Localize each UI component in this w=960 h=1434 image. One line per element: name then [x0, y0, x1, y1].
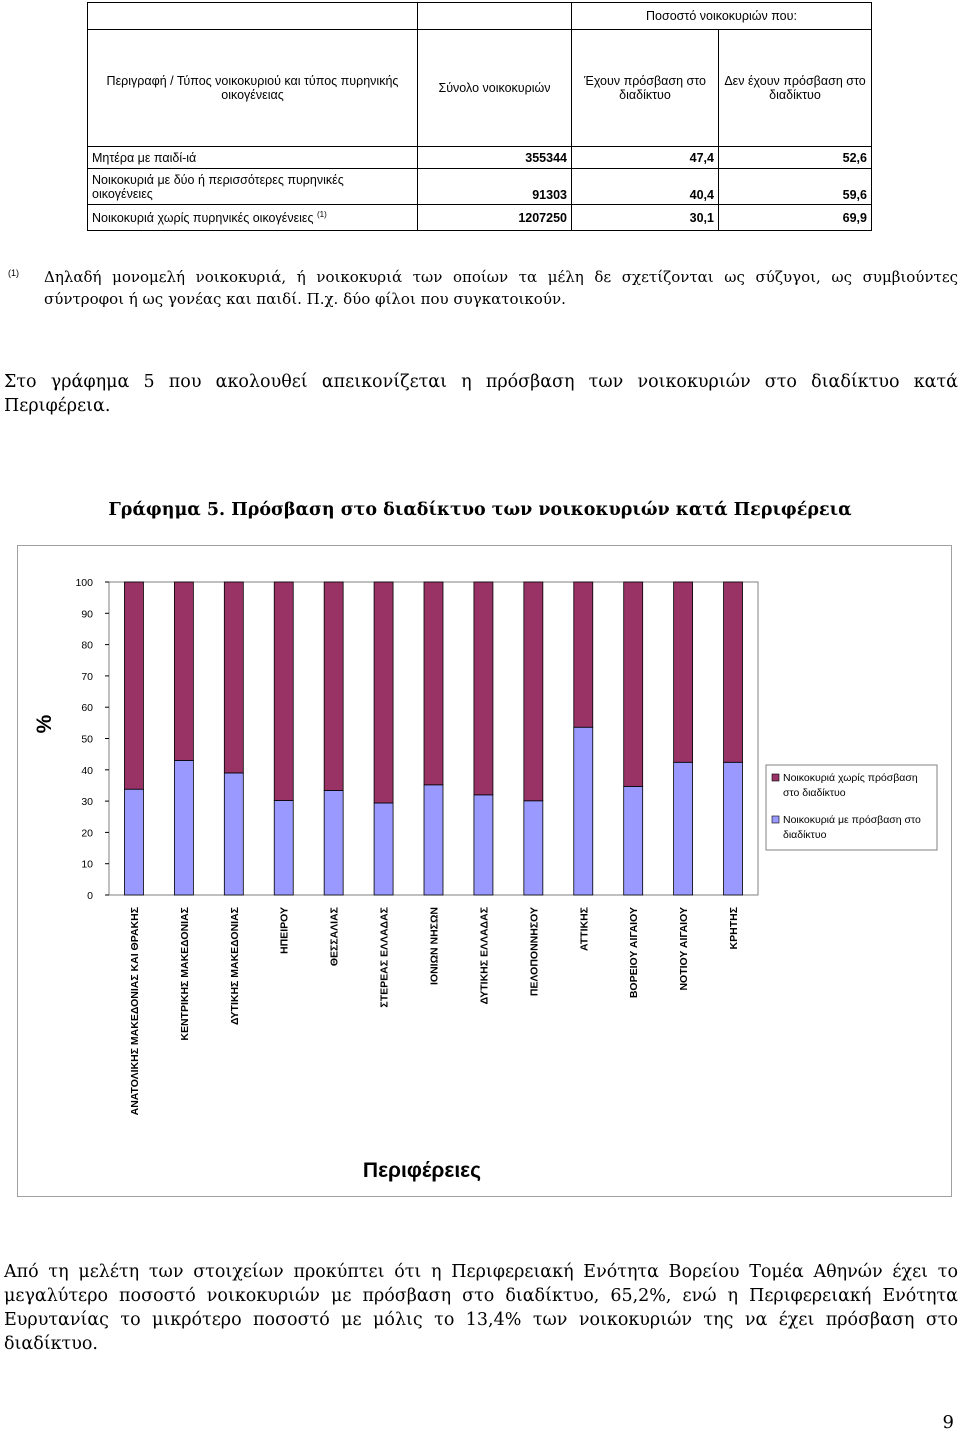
- header-access: Έχουν πρόσβαση στο διαδίκτυο: [572, 30, 719, 147]
- row-desc-line2: οικογένειες: [92, 186, 153, 201]
- bar-with-access: [374, 803, 393, 895]
- row-total: 355344: [418, 147, 572, 169]
- bar-with-access: [674, 762, 693, 895]
- row-no-access: 69,9: [719, 205, 872, 231]
- bar-without-access: [624, 582, 643, 786]
- row-desc: [88, 169, 418, 205]
- x-tick-label: ΣΤΕΡΕΑΣ ΕΛΛΑΔΑΣ: [378, 907, 391, 1008]
- table-row: [88, 147, 872, 169]
- header-total: Σύνολο νοικοκυριών: [418, 30, 572, 147]
- x-tick-label: ΒΟΡΕΙΟΥ ΑΙΓΑΙΟΥ: [628, 907, 641, 999]
- bar-without-access: [574, 582, 593, 727]
- bar-with-access: [624, 786, 643, 895]
- footnote-marker: (1): [8, 268, 19, 278]
- y-tick-label: 90: [81, 608, 93, 621]
- intro-paragraph: Στο γράφημα 5 που ακολουθεί απεικονίζεται η πρόσβαση των νοικοκυριών στο διαδίκτυο κατά Περιφέρεια.: [4, 372, 958, 416]
- bar-without-access: [424, 582, 443, 785]
- page-number: 9: [942, 1412, 954, 1433]
- x-tick-label: ΝΟΤΙΟΥ ΑΙΓΑΙΟΥ: [678, 907, 691, 991]
- bar-with-access: [574, 727, 593, 895]
- header-group-cell: Ποσοστό νοικοκυριών που:: [572, 3, 872, 30]
- x-tick-label: ΑΝΑΤΟΛΙΚΗΣ ΜΑΚΕΔΟΝΙΑΣ ΚΑΙ ΘΡΑΚΗΣ: [128, 907, 141, 1116]
- bar-with-access: [174, 760, 193, 895]
- conclusion-paragraph: Από τη μελέτη των στοιχείων προκύπτει ότι η Περιφερειακή Ενότητα Βορείου Τομέα Αθηνών έχει το μεγαλύτερο ποσοστό νοικοκυριών με πρόσβαση στο διαδίκτυο, 65,2%, ενώ η Περιφερειακή Ενότητα Ευρυτανίας το μικρότερο ποσοστό με μόλις το 13,4% των νοικοκυριών της να έχει πρόσβαση στο διαδίκτυο.: [4, 1262, 958, 1354]
- legend-entry: Νοικοκυριά με πρόσβαση στο διαδίκτυο: [783, 814, 921, 841]
- stacked-bar-chart: [17, 545, 952, 1197]
- x-tick-label: ΗΠΕΙΡΟΥ: [278, 907, 291, 954]
- bar-with-access: [474, 795, 493, 895]
- bar-without-access: [174, 582, 193, 760]
- bar-with-access: [724, 762, 743, 895]
- bar-with-access: [124, 789, 143, 895]
- x-tick-label: ΠΕΛΟΠΟΝΝΗΣΟΥ: [528, 907, 541, 997]
- bar-without-access: [674, 582, 693, 762]
- bar-without-access: [374, 582, 393, 803]
- bar-without-access: [124, 582, 143, 789]
- bar-with-access: [524, 801, 543, 895]
- row-desc: Μητέρα με παιδί-ιά: [88, 147, 418, 169]
- x-tick-label: ΚΡΗΤΗΣ: [728, 907, 741, 950]
- table-empty-cell: [88, 3, 418, 30]
- row-access: 47,4: [572, 147, 719, 169]
- x-tick-label: ΔΥΤΙΚΗΣ ΜΑΚΕΔΟΝΙΑΣ: [228, 907, 241, 1026]
- x-tick-label: ΘΕΣΣΑΛΙΑΣ: [328, 907, 341, 967]
- row-footnote-marker: (1): [317, 209, 327, 219]
- x-tick-label: ΑΤΤΙΚΗΣ: [578, 907, 591, 951]
- bar-with-access: [324, 790, 343, 895]
- bar-with-access: [424, 785, 443, 895]
- y-tick-label: 0: [87, 890, 93, 902]
- bar-with-access: [274, 800, 293, 895]
- bar-without-access: [274, 582, 293, 800]
- legend-entry: Νοικοκυριά χωρίς πρόσβαση στο διαδίκτυο: [783, 772, 918, 799]
- y-tick-label: 100: [75, 577, 93, 589]
- row-access: 40,4: [572, 169, 719, 205]
- table-row: [88, 205, 872, 231]
- bar-without-access: [724, 582, 743, 762]
- bar-without-access: [224, 582, 243, 773]
- row-no-access: 52,6: [719, 147, 872, 169]
- y-tick-label: 50: [81, 733, 93, 746]
- legend-swatch: [772, 816, 779, 823]
- header-description: Περιγραφή / Τύπος νοικοκυριού και τύπος πυρηνικής οικογένειας: [88, 30, 418, 147]
- row-desc-text: Νοικοκυριά χωρίς πυρηνικές οικογένειες: [92, 211, 314, 226]
- row-access: 30,1: [572, 205, 719, 231]
- bar-without-access: [474, 582, 493, 795]
- footnote-text: Δηλαδή μονομελή νοικοκυριά, ή νοικοκυριά των οποίων τα μέλη δε σχετίζονται ως σύζυγοι, ως συμβιούντες σύντροφοι ή ως γονέας και παιδί. Π.χ. δύο φίλοι που συγκατοικούν.: [44, 268, 958, 308]
- households-table: [87, 2, 872, 231]
- chart-title: Γράφημα 5. Πρόσβαση στο διαδίκτυο των νοικοκυριών κατά Περιφέρεια: [108, 500, 852, 520]
- bar-without-access: [324, 582, 343, 790]
- y-tick-label: 60: [81, 702, 93, 715]
- row-desc: [88, 205, 418, 231]
- row-total: 91303: [418, 169, 572, 205]
- bar-with-access: [224, 773, 243, 895]
- x-axis-label: Περιφέρειες: [362, 1159, 482, 1182]
- x-tick-label: ΔΥΤΙΚΗΣ ΕΛΛΑΔΑΣ: [478, 907, 491, 1005]
- y-tick-label: 70: [81, 670, 93, 683]
- footnote: [4, 266, 958, 310]
- x-tick-label: ΚΕΝΤΡΙΚΗΣ ΜΑΚΕΔΟΝΙΑΣ: [178, 907, 191, 1041]
- y-tick-label: 40: [81, 764, 93, 777]
- legend-swatch: [772, 774, 779, 781]
- y-tick-label: 20: [81, 827, 93, 840]
- bar-without-access: [524, 582, 543, 801]
- y-tick-label: 80: [81, 639, 93, 652]
- table-empty-cell: [418, 3, 572, 30]
- row-no-access: 59,6: [719, 169, 872, 205]
- row-total: 1207250: [418, 205, 572, 231]
- y-tick-label: 30: [81, 796, 93, 809]
- y-tick-label: 10: [81, 858, 93, 871]
- y-axis-label: %: [33, 714, 56, 734]
- x-tick-label: ΙΟΝΙΩΝ ΝΗΣΩΝ: [428, 907, 441, 985]
- table-row: [88, 169, 872, 205]
- row-desc-line1: Νοικοκυριά με δύο ή περισσότερες πυρηνικές: [92, 172, 344, 187]
- header-no-access: Δεν έχουν πρόσβαση στο διαδίκτυο: [719, 30, 872, 147]
